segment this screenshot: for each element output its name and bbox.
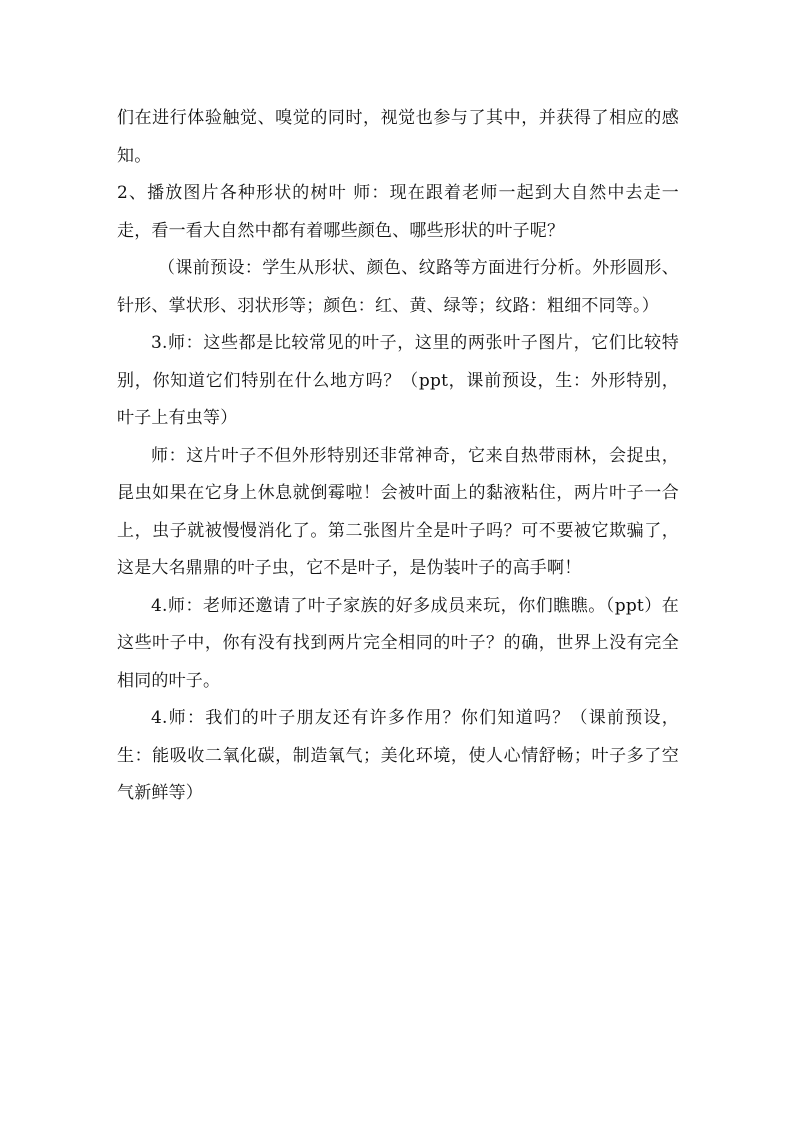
paragraph-preset-note: （课前预设：学生从形状、颜色、纹路等方面进行分析。外形圆形、针形、掌状形、羽状形等；颜色：红、黄、绿等；纹路：粗细不同等。） bbox=[117, 258, 679, 316]
paragraph-step-4a: 4.师：老师还邀请了叶子家族的好多成员来玩，你们瞧瞧。（ppt）在这些叶子中，你有没有找到两片完全相同的叶子？的确，世界上没有完全相同的叶子。 bbox=[117, 595, 679, 691]
paragraph-step-4b: 4.师：我们的叶子朋友还有许多作用？你们知道吗？（课前预设，生：能吸收二氧化碳，制造氧气；美化环境，使人心情舒畅；叶子多了空气新鲜等） bbox=[117, 708, 679, 803]
paragraph-step-3: 3.师：这些都是比较常见的叶子，这里的两张叶子图片，它们比较特别，你知道它们特别在什么地方吗？（ppt，课前预设，生：外形特别，叶子上有虫等） bbox=[117, 333, 679, 428]
document-body bbox=[117, 100, 679, 813]
paragraph-teacher-explanation: 师：这片叶子不但外形特别还非常神奇，它来自热带雨林，会捉虫，昆虫如果在它身上休息就倒霉啦！会被叶面上的黏液粘住，两片叶子一合上，虫子就被慢慢消化了。第二张图片全是叶子吗？可不要被它欺骗了，这是大名鼎鼎的叶子虫，它不是叶子，是伪装叶子的高手啊！ bbox=[117, 445, 679, 578]
paragraph-continuation: 们在进行体验触觉、嗅觉的同时，视觉也参与了其中，并获得了相应的感知。 bbox=[117, 108, 679, 166]
paragraph-step-2: 2、播放图片各种形状的树叶 师：现在跟着老师一起到大自然中去走一走，看一看大自然中都有着哪些颜色、哪些形状的叶子呢？ bbox=[117, 183, 679, 241]
